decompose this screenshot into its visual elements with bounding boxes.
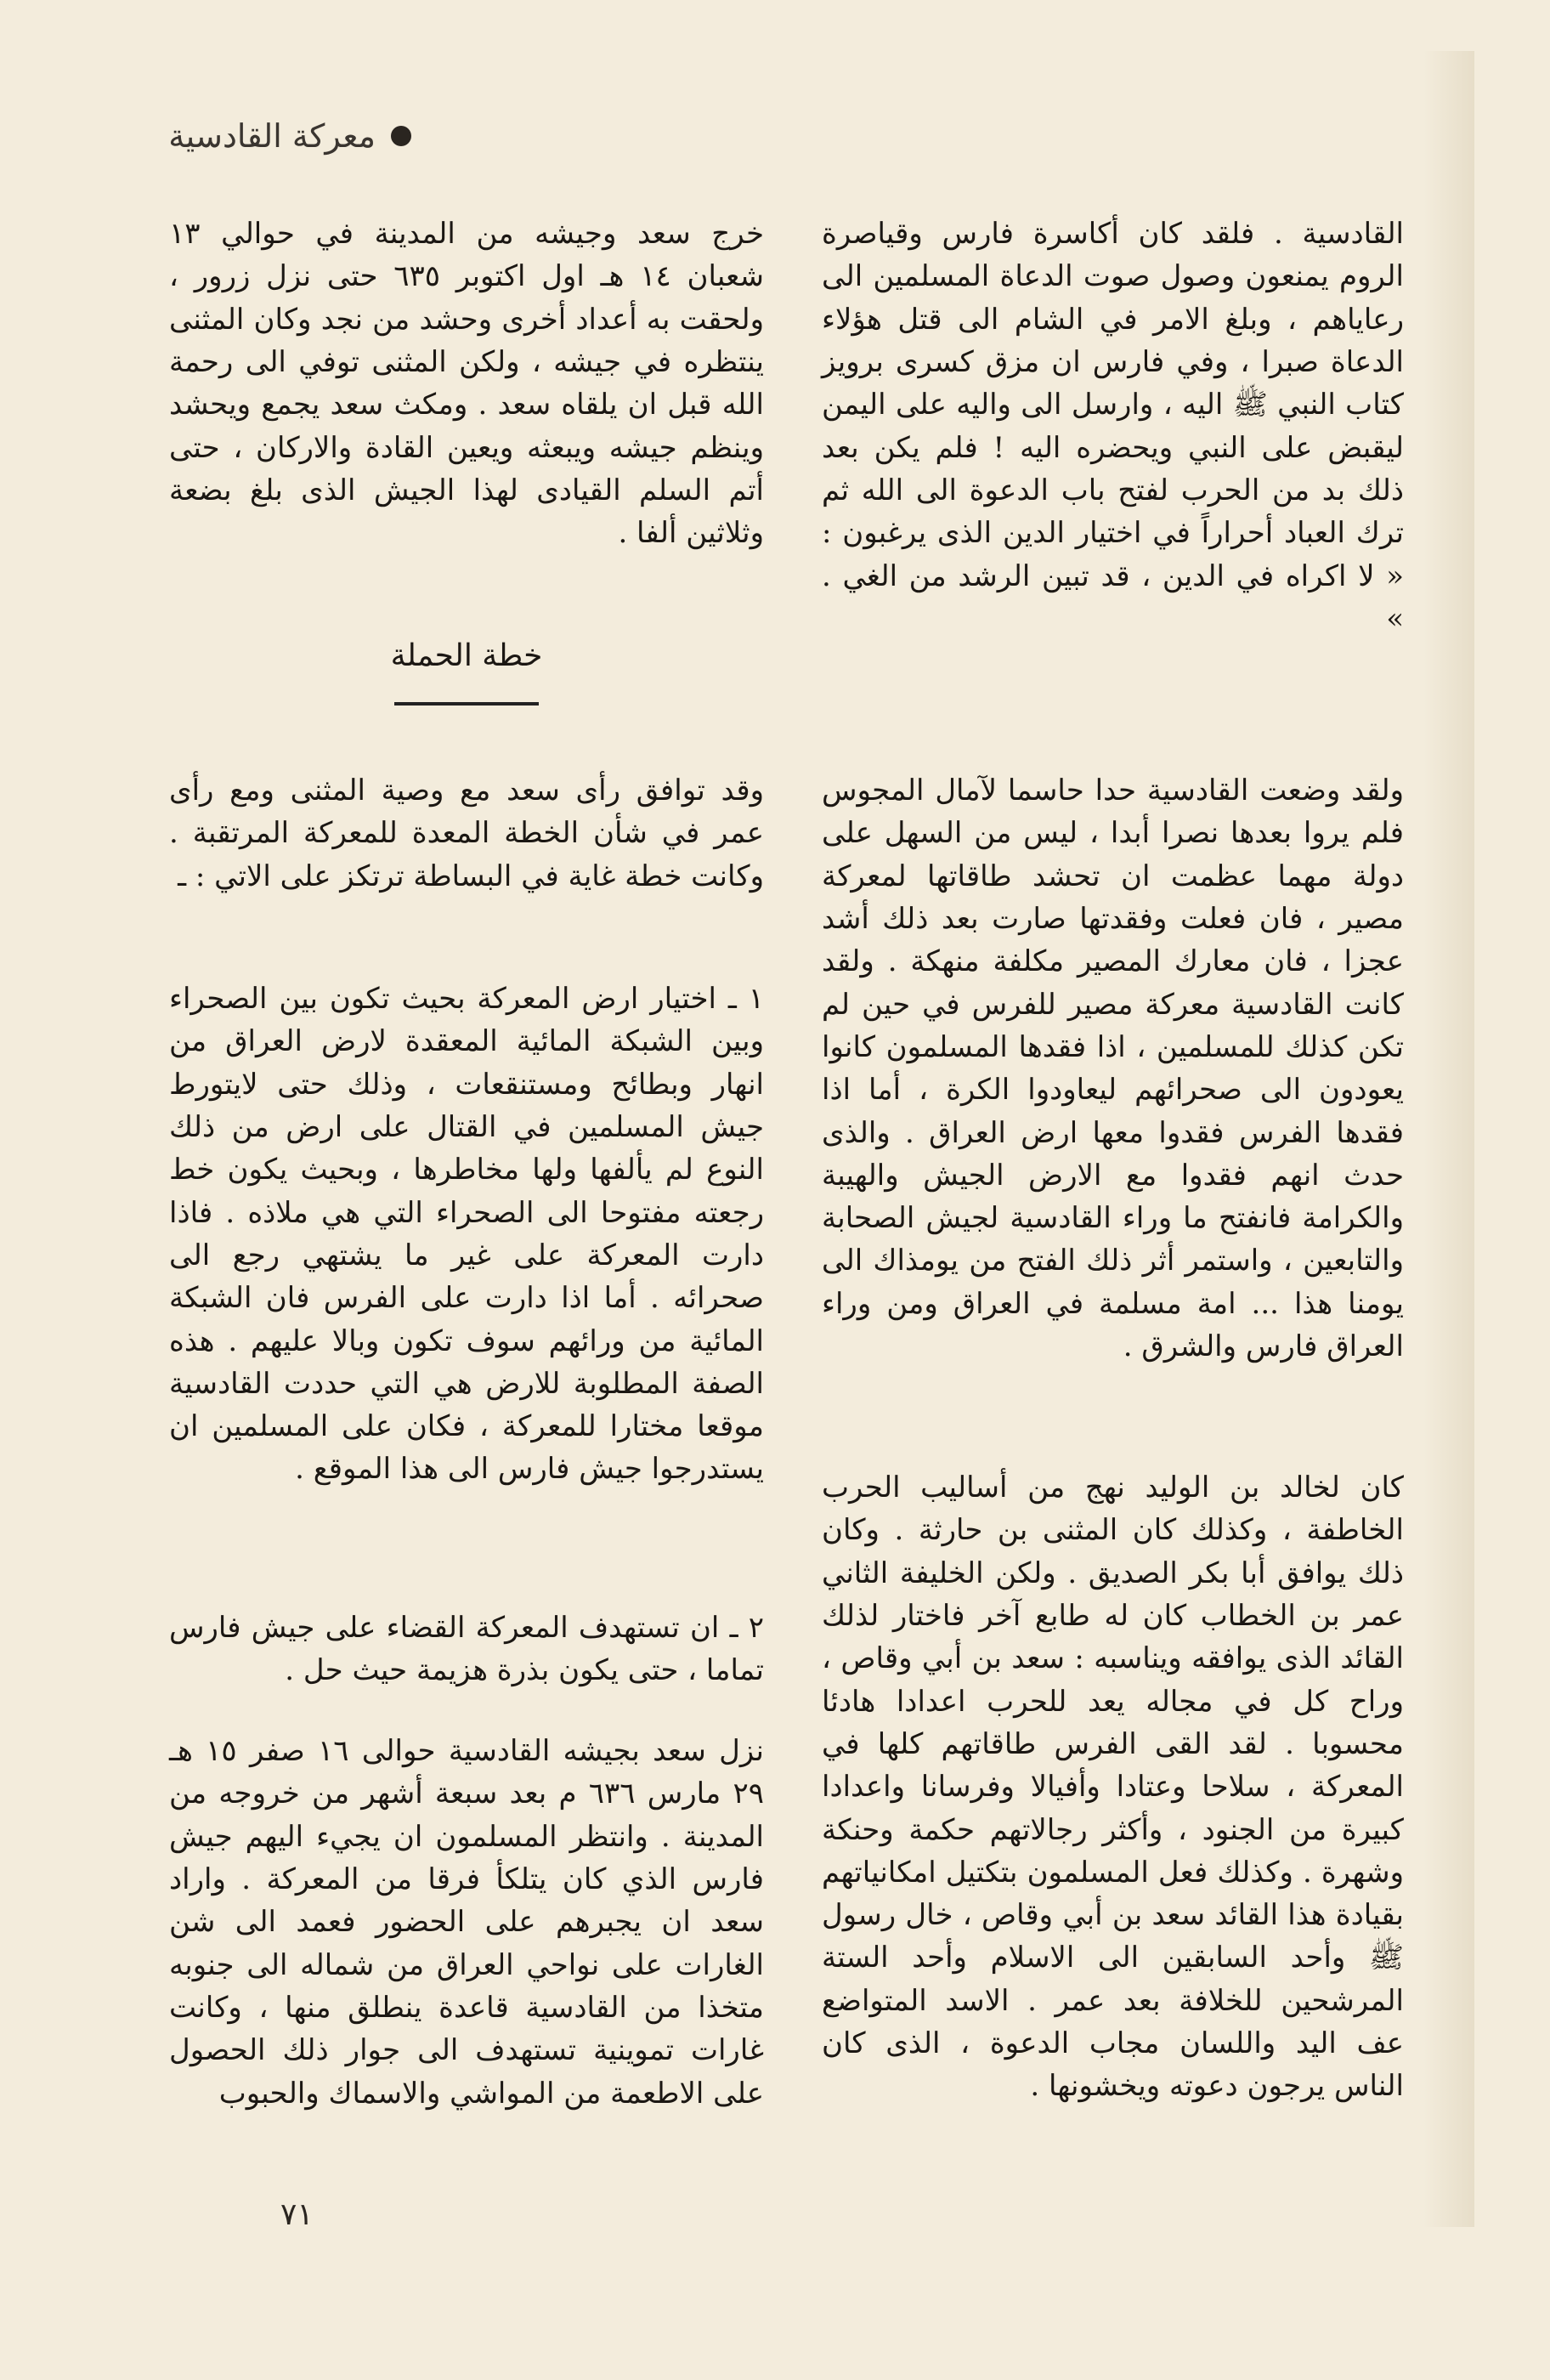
paragraph: القادسية . فلقد كان أكاسرة فارس وقياصرة الروم يمنعون وصول صوت الدعاة المسلمين الى رعاياهم ، وبلغ الامر في الشام الى قتل هؤلاء الدعاة صبرا ، وفي فارس ان مزق كسرى برويز كتاب النبي ﷺ اليه ، وارسل الى واليه على اليمن ليقبض على النبي ويحضره اليه ! فلم يكن بعد ذلك بد من الحرب لفتح باب الدعوة الى الله ثم ترك العباد أحراراً في اختيار الدين الذى يرغبون : « لا اكراه في الدين ، قد تبين الرشد من الغي . » (822, 217, 1404, 636)
paragraph: ولقد وضعت القادسية حدا حاسما لآمال المجوس فلم يروا بعدها نصرا أبدا ، ليس من السهل على دولة مهما عظمت ان تحشد طاقاتها لمعركة مصير ، فان فعلت وفقدتها صارت بعد ذلك أشد عجزا ، فان معارك المصير مكلفة منهكة . ولقد كانت القادسية معركة مصير للفرس في حين لم تكن كذلك للمسلمين ، اذا فقدها المسلمون كانوا يعودون الى صحرائهم ليعاودوا الكرة ، أما اذا فقدها الفرس فقدوا معها ارض العراق . والذى حدث انهم فقدوا مع الارض الجيش والهيبة والكرامة فانفتح ما وراء القادسية لجيش الصحابة والتابعين ، واستمر أثر ذلك الفتح من يومذاك الى يومنا هذا ... امة مسلمة في العراق ومن وراء العراق فارس والشرق . (822, 774, 1404, 1364)
paragraph: نزل سعد بجيشه القادسية حوالى ١٦ صفر ١٥ هـ ٢٩ مارس ٦٣٦ م بعد سبعة أشهر من خروجه من المدينة . وانتظر المسلمون ان يجيء اليهم جيش فارس الذي كان يتلكأ فرقا من المعركة . واراد سعد ان يجبرهم على الحضور فعمد الى شن الغارات على نواحي العراق من شماله الى جنوبه متخذا من القادسية قاعدة ينطلق منها ، وكانت غارات تموينية تستهدف الى جوار ذلك الحصول على الاطعمة من المواشي والاسماك والحبوب (169, 1734, 765, 2111)
page-edge-shadow (1423, 51, 1474, 2227)
paragraph: وقد توافق رأى سعد مع وصية المثنى ومع رأى عمر في شأن الخطة المعدة للمعركة المرتقبة . وكانت خطة غاية في البساطة ترتكز على الاتي : ـ (169, 774, 764, 893)
bullet-icon (391, 126, 411, 146)
paragraph: ١ ـ اختيار ارض المعركة بحيث تكون بين الصحراء وبين الشبكة المائية المعقدة لارض العراق من انهار وبطائح ومستنقعات ، وذلك حتى لايتورط جيش المسلمين في القتال على ارض من ذلك النوع لم يألفها ولها مخاطرها ، وبحيث يكون خط رجعته مفتوحا الى الصحراء التي هي ملاذه . فاذا دارت المعركة على غير ما يشتهي رجع الى صحرائه . أما اذا دارت على الفرس فان الشبكة المائية من ورائهم سوف تكون وبالا عليهم . هذه الصفة المطلوبة للارض هي التي حددت القادسية موقعا مختارا للمعركة ، فكان على المسلمين ان يستدرجوا جيش فارس الى هذا الموقع . (169, 982, 764, 1487)
section-heading: خطة الحملة (390, 638, 543, 673)
running-header (139, 117, 411, 155)
page-number: ٧١ (280, 2197, 314, 2232)
paragraph: ٢ ـ ان تستهدف المعركة القضاء على جيش فارس تماما ، حتى يكون بذرة هزيمة حيث حل . (169, 1611, 764, 1688)
heading-rule (394, 702, 539, 706)
paragraph: كان لخالد بن الوليد نهج من أساليب الحرب الخاطفة ، وكذلك كان المثنى بن حارثة . وكان ذلك يوافق أبا بكر الصديق . ولكن الخليفة الثاني عمر بن الخطاب كان له طابع آخر فاختار لذلك القائد الذى يوافقه ويناسبه : سعد بن أبي وقاص ، وراح كل في مجاله يعد للحرب اعدادا هادئا محسوبا . لقد القى الفرس طاقاتهم كلها في المعركة ، سلاحا وعتادا وأفيالا وفرسانا واعدادا كبيرة من الجنود ، وأكثر رجالاتهم حكمة وحنكة وشهرة . وكذلك فعل المسلمون بتكتيل امكانياتهم بقيادة هذا القائد سعد بن أبي وقاص ، خال رسول ﷺ وأحد السابقين الى الاسلام وأحد الستة المرشحين للخلافة بعد عمر . الاسد المتواضع عف اليد واللسان مجاب الدعوة ، الذى كان الناس يرجون دعوته ويخشونها . (822, 1470, 1404, 2104)
header-title: معركة القادسية (168, 117, 376, 155)
paragraph: خرج سعد وجيشه من المدينة في حوالي ١٣ شعبان ١٤ هـ اول اكتوبر ٦٣٥ حتى نزل زرور ، ولحقت به أعداد أخرى وحشد من نجد وكان المثنى ينتظره في جيشه ، ولكن المثنى توفي الى رحمة الله قبل ان يلقاه سعد . ومكث سعد يجمع ويحشد وينظم جيشه ويبعثه ويعين القادة والاركان ، حتى أتم السلم القيادى لهذا الجيش الذى بلغ بضعة وثلاثين ألفا . (169, 217, 764, 551)
